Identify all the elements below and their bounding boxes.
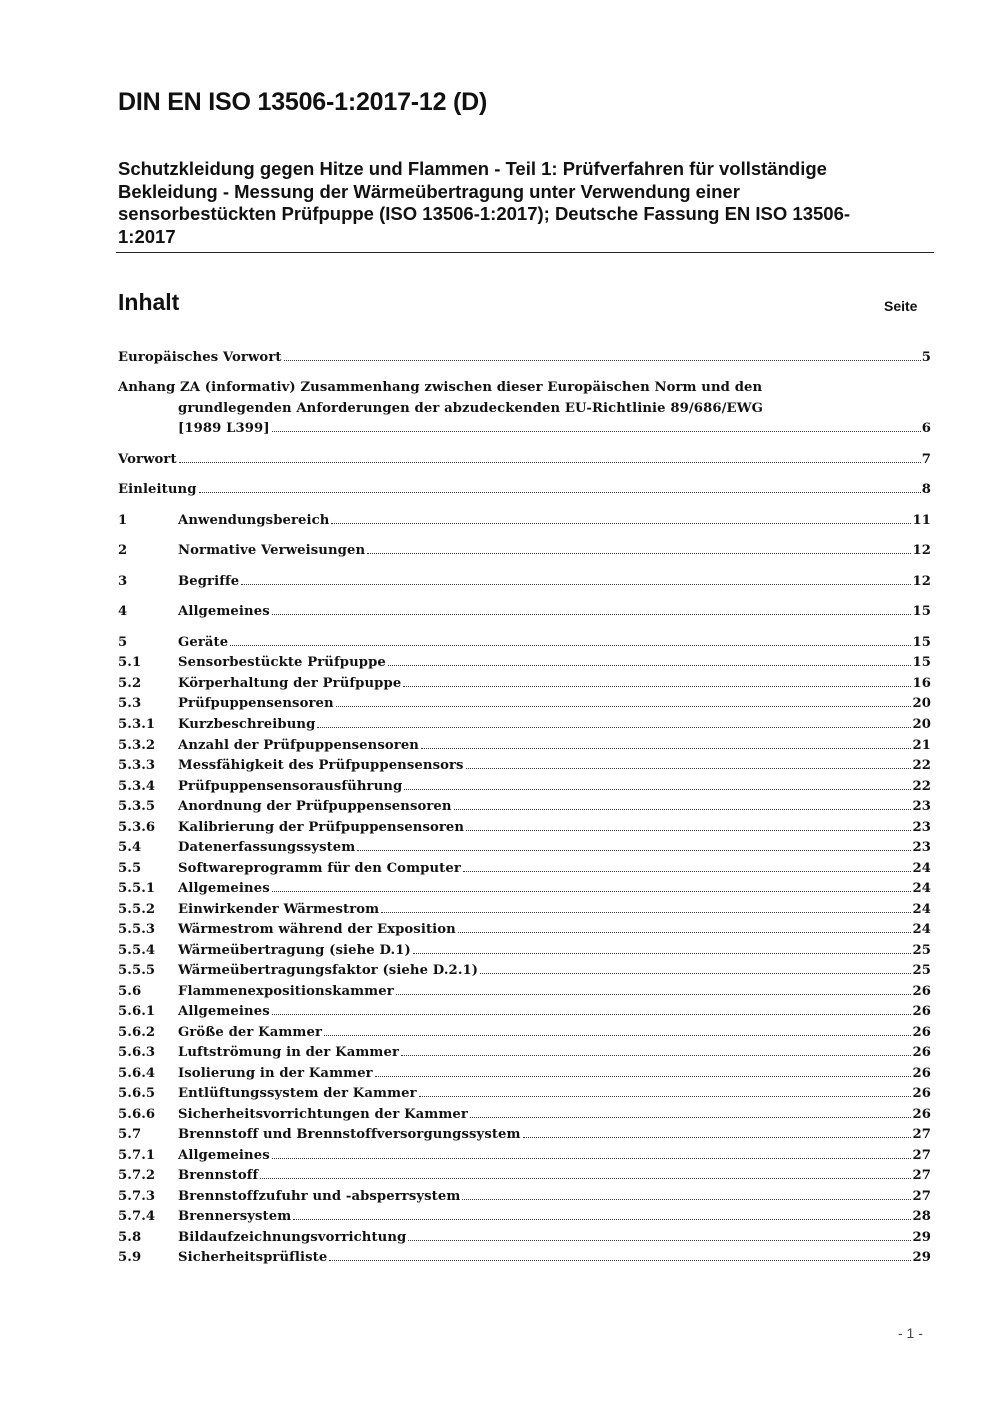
toc-entry-title: Einwirkender Wärmestrom — [178, 902, 380, 917]
toc-entry[interactable] — [118, 1166, 931, 1187]
toc-entry-number: 3 — [118, 574, 128, 589]
toc-entry-page: 24 — [912, 861, 931, 876]
toc-entry-page: 7 — [921, 452, 931, 467]
toc-entry-title: Normative Verweisungen — [178, 543, 366, 558]
toc-entry-title: Sensorbestückte Prüfpuppe — [178, 655, 386, 670]
toc-entry-number: 5.7 — [118, 1127, 142, 1142]
dot-leader — [241, 584, 911, 585]
toc-entry-page: 26 — [912, 1086, 931, 1101]
dot-leader — [272, 891, 912, 892]
toc-entry-number: 5.8 — [118, 1230, 142, 1245]
toc-entry-title: Anordnung der Prüfpuppensensoren — [178, 799, 452, 814]
toc-entry-page: 16 — [912, 676, 931, 691]
toc-entry-page: 29 — [912, 1250, 931, 1265]
dot-leader — [179, 462, 921, 463]
toc-entry-title: Brennstoff und Brennstoffversorgungssystem — [178, 1127, 521, 1142]
dot-leader — [404, 789, 911, 790]
toc-entry-page: 20 — [912, 696, 931, 711]
toc-entry-number: 5.5 — [118, 861, 142, 876]
toc-entry[interactable] — [118, 1023, 931, 1044]
toc-entry-title: Anwendungsbereich — [178, 513, 330, 528]
toc-entry-page: 25 — [912, 963, 931, 978]
toc-entry[interactable] — [118, 1146, 931, 1167]
toc-entry-title: Brennstoff — [178, 1168, 259, 1183]
dot-leader — [523, 1137, 912, 1138]
toc-entry-page: 22 — [912, 758, 931, 773]
toc-entry-title: Brennstoffzufuhr und -absperrsystem — [178, 1189, 461, 1204]
dot-leader — [463, 871, 912, 872]
dot-leader — [466, 830, 911, 831]
toc-entry-vorwort[interactable] — [118, 450, 931, 471]
toc-entry-title: Wärmeübertragungsfaktor (siehe D.2.1) — [178, 963, 479, 978]
toc-entry-title: Bildaufzeichnungsvorrichtung — [178, 1230, 407, 1245]
toc-entry-title: Sicherheitsvorrichtungen der Kammer — [178, 1107, 468, 1122]
toc-entry[interactable] — [118, 982, 931, 1003]
toc-entry[interactable] — [118, 715, 931, 736]
dot-leader — [284, 360, 921, 361]
toc-entry-title: Größe der Kammer — [178, 1025, 323, 1040]
toc-entry-page: 26 — [912, 1045, 931, 1060]
toc-entry[interactable] — [118, 961, 931, 982]
dot-leader — [458, 932, 912, 933]
toc-entry-title: Prüfpuppensensoren — [178, 696, 334, 711]
toc-entry-page: 26 — [912, 1025, 931, 1040]
toc-entry-number: 5.7.3 — [118, 1189, 156, 1204]
dot-leader — [454, 809, 912, 810]
toc-entry[interactable] — [118, 797, 931, 818]
toc-entry-number: 5.1 — [118, 655, 142, 670]
toc-entry-title: Vorwort — [118, 452, 177, 467]
toc-entry-number: 5.5.2 — [118, 902, 156, 917]
toc-entry-title: Isolierung in der Kammer — [178, 1066, 373, 1081]
toc-entry-title: Kurzbeschreibung — [178, 717, 316, 732]
toc-entry[interactable] — [118, 838, 931, 859]
dot-leader — [324, 1035, 911, 1036]
dot-leader — [413, 953, 912, 954]
toc-entry-title: Brennersystem — [178, 1209, 292, 1224]
toc-entry[interactable] — [118, 1228, 931, 1249]
toc-entry-number: 5.3.3 — [118, 758, 156, 773]
document-title: DIN EN ISO 13506-1:2017-12 (D) — [118, 88, 488, 116]
toc-entry[interactable] — [118, 818, 931, 839]
toc-entry-page: 8 — [921, 482, 931, 497]
toc-entry-number: 5.6.3 — [118, 1045, 156, 1060]
toc-entry-page: 27 — [912, 1127, 931, 1142]
toc-entry-page: 25 — [912, 943, 931, 958]
toc-entry-number: 5.6.4 — [118, 1066, 156, 1081]
toc-entry-page: 26 — [912, 984, 931, 999]
toc-entry-title: Flammenexpositionskammer — [178, 984, 394, 999]
toc-entry-page: 24 — [912, 922, 931, 937]
toc-entry-page: 26 — [912, 1107, 931, 1122]
toc-entry-title: Datenerfassungssystem — [178, 840, 356, 855]
toc-entry-number: 5.3 — [118, 696, 142, 711]
dot-leader — [408, 1240, 911, 1241]
toc-entry[interactable] — [118, 1084, 931, 1105]
dot-leader — [396, 994, 912, 995]
toc-entry-title: Entlüftungssystem der Kammer — [178, 1086, 417, 1101]
toc-entry-title: Allgemeines — [178, 1148, 270, 1163]
toc-entry-number: 5.6.1 — [118, 1004, 156, 1019]
toc-entry-number: 5.6.2 — [118, 1025, 156, 1040]
toc-entry-number: 5.5.3 — [118, 922, 156, 937]
dot-leader — [381, 912, 911, 913]
toc-entry-number: 5.3.5 — [118, 799, 156, 814]
toc-entry-number: 5.7.4 — [118, 1209, 156, 1224]
toc-entry-title: Anhang ZA (informativ) Zusammenhang zwischen dieser Europäischen Norm und den — [118, 380, 763, 395]
toc-entry-title: Körperhaltung der Prüfpuppe — [178, 676, 402, 691]
toc-entry-title-continued: [1989 L399] — [178, 421, 270, 436]
toc-entry[interactable] — [118, 1002, 931, 1023]
toc-entry-number: 5.4 — [118, 840, 142, 855]
dot-leader — [419, 1096, 912, 1097]
toc-entry[interactable] — [118, 756, 931, 777]
toc-entry-title: Luftströmung in der Kammer — [178, 1045, 400, 1060]
dot-leader — [272, 614, 912, 615]
toc-entry-page: 23 — [912, 840, 931, 855]
toc-entry[interactable] — [118, 572, 931, 593]
dot-leader — [462, 1199, 911, 1200]
toc-entry-title: Allgemeines — [178, 881, 270, 896]
dot-leader — [388, 665, 912, 666]
toc-entry-title: Begriffe — [178, 574, 240, 589]
toc-entry-page: 20 — [912, 717, 931, 732]
toc-entry[interactable] — [118, 777, 931, 798]
toc-entry-page: 26 — [912, 1066, 931, 1081]
subtitle-line: Bekleidung - Messung der Wärmeübertragung unter Verwendung einer — [118, 180, 740, 202]
toc-entry-page: 26 — [912, 1004, 931, 1019]
dot-leader — [272, 1014, 912, 1015]
dot-leader — [260, 1178, 911, 1179]
toc-entry-number: 4 — [118, 604, 128, 619]
toc-entry[interactable] — [118, 511, 931, 532]
toc-entry-page: 27 — [912, 1168, 931, 1183]
dot-leader — [336, 706, 912, 707]
toc-entry-number: 5.6 — [118, 984, 142, 999]
toc-entry-number: 5.2 — [118, 676, 142, 691]
toc-entry-page: 28 — [912, 1209, 931, 1224]
toc-entry-page: 11 — [912, 513, 931, 528]
toc-entry-title: Kalibrierung der Prüfpuppensensoren — [178, 820, 465, 835]
subtitle-line: 1:2017 — [118, 225, 176, 247]
toc-entry-title: Allgemeines — [178, 604, 270, 619]
toc-entry[interactable] — [118, 674, 931, 695]
dot-leader — [230, 645, 911, 646]
subtitle-line: Schutzkleidung gegen Hitze und Flammen - Teil 1: Prüfverfahren für vollständige — [118, 158, 827, 179]
toc-entry-title: Allgemeines — [178, 1004, 270, 1019]
toc-entry[interactable] — [118, 941, 931, 962]
toc-entry-title: Softwareprogramm für den Computer — [178, 861, 461, 876]
subtitle-line: sensorbestückten Prüfpuppe (ISO 13506-1:2017); Deutsche Fassung EN ISO 13506- — [118, 203, 851, 224]
toc-entry-number: 1 — [118, 513, 128, 528]
toc-entry-title: Messfähigkeit des Prüfpuppensensors — [178, 758, 464, 773]
toc-entry-page: 15 — [912, 604, 931, 619]
dot-leader — [272, 431, 921, 432]
toc-entry[interactable] — [118, 541, 931, 562]
toc-entry[interactable] — [118, 900, 931, 921]
toc-entry-page: 15 — [912, 655, 931, 670]
dot-leader — [480, 973, 911, 974]
toc-entry-einleitung[interactable] — [118, 480, 931, 501]
toc-entry-number: 5.5.4 — [118, 943, 156, 958]
dot-leader — [317, 727, 911, 728]
toc-entry-title: Geräte — [178, 635, 229, 650]
toc-entry[interactable] — [118, 1064, 931, 1085]
toc-entry-title: Anzahl der Prüfpuppensensoren — [178, 738, 419, 753]
toc-heading: Inhalt — [118, 289, 180, 315]
toc-entry[interactable] — [118, 653, 931, 674]
toc-entry[interactable] — [118, 1125, 931, 1146]
dot-leader — [199, 492, 921, 493]
toc-entry-page: 21 — [912, 738, 931, 753]
toc-entry-anhang-za[interactable] — [118, 378, 931, 440]
toc-entry-page: 27 — [912, 1189, 931, 1204]
dot-leader — [403, 686, 911, 687]
toc-entry-page: 27 — [912, 1148, 931, 1163]
toc-entry[interactable] — [118, 1105, 931, 1126]
toc-entry-page: 23 — [912, 820, 931, 835]
toc-entry-number: 5 — [118, 635, 128, 650]
dot-leader — [367, 553, 911, 554]
dot-leader — [466, 768, 912, 769]
toc-entry[interactable] — [118, 694, 931, 715]
toc-entry-number: 5.3.2 — [118, 738, 156, 753]
toc-entry[interactable] — [118, 1248, 931, 1269]
page-column-label: Seite — [884, 298, 918, 314]
toc-entry-number: 5.7.2 — [118, 1168, 156, 1183]
toc-entry-number: 5.5.1 — [118, 881, 156, 896]
toc-entry[interactable] — [118, 736, 931, 757]
toc-entry-title: Einleitung — [118, 482, 197, 497]
page-number: - 1 - — [898, 1325, 923, 1341]
toc-entry-page: 6 — [921, 421, 931, 436]
dot-leader — [375, 1076, 912, 1077]
toc-entry-number: 5.3.1 — [118, 717, 156, 732]
toc-entry[interactable] — [118, 633, 931, 654]
toc-entry-page: 29 — [912, 1230, 931, 1245]
toc-entry-number: 2 — [118, 543, 128, 558]
dot-leader — [272, 1158, 912, 1159]
dot-leader — [357, 850, 911, 851]
toc-entry[interactable] — [118, 602, 931, 623]
toc-entry-europaeisches-vorwort[interactable] — [118, 348, 931, 369]
toc-entry-page: 23 — [912, 799, 931, 814]
dot-leader — [401, 1055, 911, 1056]
toc-entry-title: Europäisches Vorwort — [118, 350, 282, 365]
toc-entry-number: 5.3.6 — [118, 820, 156, 835]
toc-entry-title-continued: grundlegenden Anforderungen der abzudeckenden EU-Richtlinie 89/686/EWG — [178, 400, 763, 416]
toc-entry[interactable] — [118, 1187, 931, 1208]
dot-leader — [293, 1219, 911, 1220]
toc-entry-page: 24 — [912, 881, 931, 896]
toc-entry-number: 5.9 — [118, 1250, 142, 1265]
toc-entry[interactable] — [118, 859, 931, 880]
toc-entry-page: 5 — [921, 350, 931, 365]
toc-entry-page: 22 — [912, 779, 931, 794]
toc-entry-number: 5.7.1 — [118, 1148, 156, 1163]
toc-entry-page: 12 — [912, 543, 931, 558]
toc-entry-number: 5.6.5 — [118, 1086, 156, 1101]
toc-entry[interactable] — [118, 879, 931, 900]
toc-entry-title: Sicherheitsprüfliste — [178, 1250, 328, 1265]
toc-entry-page: 12 — [912, 574, 931, 589]
toc-entry-title: Wärmestrom während der Exposition — [178, 922, 456, 937]
toc-entry-number: 5.3.4 — [118, 779, 156, 794]
toc-entry-number: 5.6.6 — [118, 1107, 156, 1122]
toc-entry-page: 24 — [912, 902, 931, 917]
toc-entry-page: 15 — [912, 635, 931, 650]
toc-entry[interactable] — [118, 1043, 931, 1064]
dot-leader — [329, 1260, 911, 1261]
dot-leader — [470, 1117, 912, 1118]
toc-entry[interactable] — [118, 1207, 931, 1228]
toc-entry-title: Wärmeübertragung (siehe D.1) — [178, 943, 411, 958]
dot-leader — [331, 523, 911, 524]
toc-entry[interactable] — [118, 920, 931, 941]
dot-leader — [421, 748, 911, 749]
toc-entry-title: Prüfpuppensensorausführung — [178, 779, 403, 794]
toc-entry-number: 5.5.5 — [118, 963, 156, 978]
